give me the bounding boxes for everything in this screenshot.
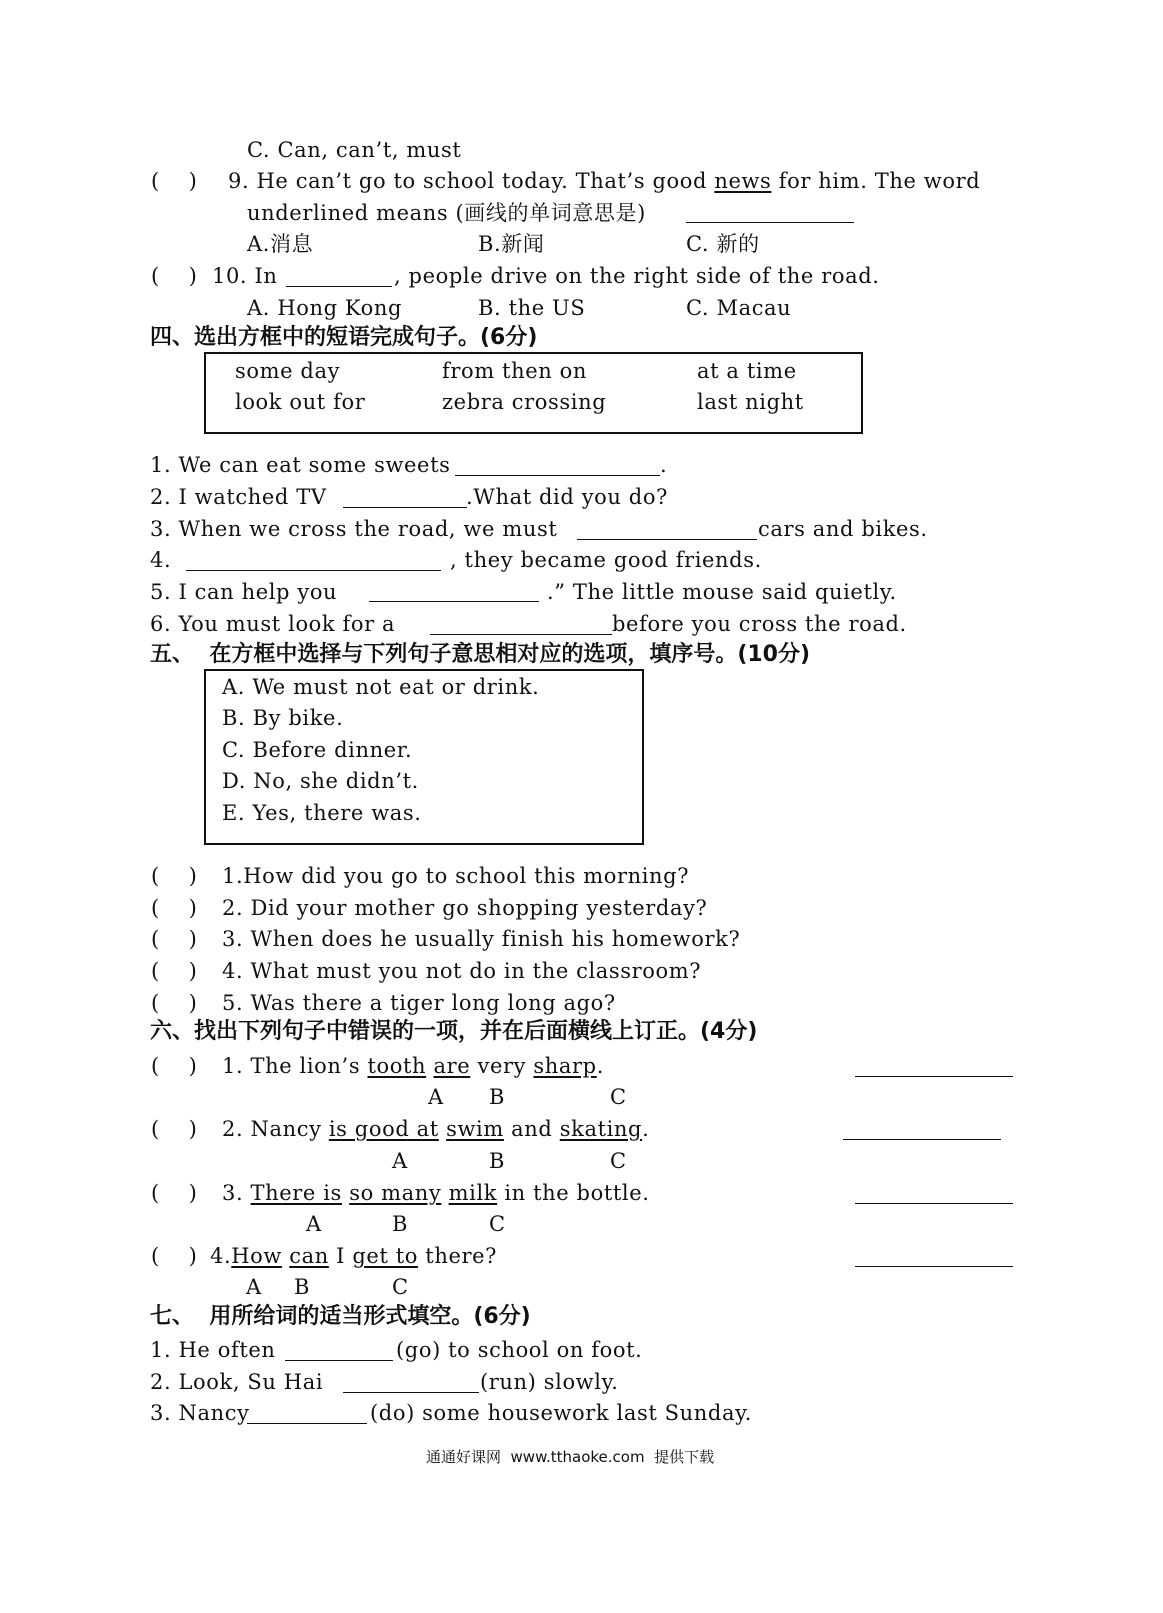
s4-sentence-6: 6. You must look for a	[150, 612, 396, 636]
answer-option: C. Before dinner.	[222, 738, 413, 762]
s7-sentence-3-end: (do) some housework last Sunday.	[370, 1401, 753, 1425]
section7-title: 七、 用所给词的适当形式填空。(6分)	[150, 1304, 531, 1329]
s7-sentence-2-end: (run) slowly.	[480, 1370, 619, 1394]
s6-q4: 4.How can I get to there?	[210, 1244, 497, 1268]
s4-sentence-5: 5. I can help you	[150, 580, 338, 604]
s4-sentence-4: 4.	[150, 548, 172, 572]
q10-blank[interactable]	[286, 286, 392, 287]
q9-answer-blank[interactable]	[686, 222, 854, 223]
q9-option-c: C. 新的	[686, 232, 760, 256]
phrase-item: some day	[235, 359, 341, 383]
s5-answer-paren[interactable]: ( )	[151, 991, 198, 1015]
s7-sentence-2: 2. Look, Su Hai	[150, 1370, 324, 1394]
s7-blank-3[interactable]	[247, 1423, 367, 1424]
option-letter: B	[489, 1149, 506, 1173]
s5-question: 3. When does he usually finish his homework?	[222, 927, 741, 951]
s4-blank-4[interactable]	[186, 570, 441, 571]
answer-option: B. By bike.	[222, 706, 344, 730]
q10-option-c: C. Macau	[686, 296, 792, 320]
q9-question: 9. He can’t go to school today. That’s good news for him. The word	[228, 169, 981, 193]
s7-sentence-1-end: (go) to school on foot.	[396, 1338, 643, 1362]
option-letter: B	[392, 1212, 409, 1236]
s6-answer-paren[interactable]: ( )	[151, 1117, 198, 1141]
option-letter: C	[489, 1212, 506, 1236]
q10-after: , people drive on the right side of the road.	[394, 264, 880, 288]
s7-blank-2[interactable]	[343, 1392, 479, 1393]
s4-blank-5[interactable]	[369, 601, 539, 602]
s6-answer-paren[interactable]: ( )	[151, 1181, 198, 1205]
s6-correction-blank[interactable]	[855, 1203, 1013, 1204]
s7-sentence-3: 3. Nancy	[150, 1401, 250, 1425]
answer-option: E. Yes, there was.	[222, 801, 422, 825]
s5-question: 2. Did your mother go shopping yesterday?	[222, 896, 708, 920]
phrase-item: from then on	[442, 359, 588, 383]
q10-answer-paren[interactable]: ( )	[151, 264, 198, 288]
s5-answer-paren[interactable]: ( )	[151, 864, 198, 888]
q9-answer-paren[interactable]: ( )	[151, 169, 198, 193]
s4-sentence-1-end: .	[660, 453, 668, 477]
s4-sentence-4-end: , they became good friends.	[450, 548, 762, 572]
option-letter: C	[610, 1085, 627, 1109]
option-letter: B	[489, 1085, 506, 1109]
option-letter: A	[246, 1275, 262, 1299]
phrase-item: zebra crossing	[442, 390, 607, 414]
section4-title: 四、选出方框中的短语完成句子。(6分)	[150, 325, 538, 350]
s4-sentence-3-end: cars and bikes.	[758, 517, 928, 541]
s6-q1: 1. The lion’s tooth are very sharp.	[222, 1054, 605, 1078]
q10-option-b: B. the US	[478, 296, 586, 320]
s4-blank-6[interactable]	[430, 634, 612, 635]
option-letter: A	[392, 1149, 408, 1173]
phrase-item: at a time	[697, 359, 797, 383]
section5-title: 五、 在方框中选择与下列句子意思相对应的选项，填序号。(10分)	[150, 642, 811, 667]
q9-underlined-word: news	[714, 169, 772, 193]
s4-blank-3[interactable]	[577, 539, 757, 540]
s4-sentence-3: 3. When we cross the road, we must	[150, 517, 558, 541]
section6-title: 六、找出下列句子中错误的一项，并在后面横线上订正。(4分)	[150, 1019, 758, 1044]
phrase-item: look out for	[235, 390, 366, 414]
s4-sentence-1: 1. We can eat some sweets	[150, 453, 451, 477]
s4-sentence-2-end: .What did you do?	[466, 485, 668, 509]
s5-question: 1.How did you go to school this morning?	[222, 864, 690, 888]
s4-sentence-5-end: .” The little mouse said quietly.	[547, 580, 897, 604]
s5-answer-paren[interactable]: ( )	[151, 927, 198, 951]
q10-option-a: A. Hong Kong	[247, 296, 403, 320]
s4-blank-1[interactable]	[455, 475, 660, 476]
s6-answer-paren[interactable]: ( )	[151, 1244, 198, 1268]
s6-q3: 3. There is so many milk in the bottle.	[222, 1181, 650, 1205]
s4-blank-2[interactable]	[343, 507, 467, 508]
phrase-item: last night	[697, 390, 804, 414]
q9-line2: underlined means (画线的单词意思是)	[247, 201, 646, 225]
s6-q2: 2. Nancy is good at swim and skating.	[222, 1117, 650, 1141]
s6-answer-paren[interactable]: ( )	[151, 1054, 198, 1078]
option-letter: A	[428, 1085, 444, 1109]
option-letter: B	[294, 1275, 311, 1299]
q9-option-a: A.消息	[247, 232, 314, 256]
s5-question: 5. Was there a tiger long long ago?	[222, 991, 616, 1015]
s6-correction-blank[interactable]	[855, 1076, 1013, 1077]
s5-question: 4. What must you not do in the classroom?	[222, 959, 702, 983]
option-letter: A	[306, 1212, 322, 1236]
s4-sentence-2: 2. I watched TV	[150, 485, 327, 509]
s7-blank-1[interactable]	[285, 1360, 393, 1361]
s4-sentence-6-end: before you cross the road.	[612, 612, 907, 636]
s7-sentence-1: 1. He often	[150, 1338, 276, 1362]
option-letter: C	[392, 1275, 409, 1299]
footer-credit: 通通好课网 www.tthaoke.com 提供下载	[426, 1448, 715, 1466]
s5-answer-paren[interactable]: ( )	[151, 896, 198, 920]
option-letter: C	[610, 1149, 627, 1173]
q10-before: 10. In	[212, 264, 278, 288]
s6-correction-blank[interactable]	[855, 1266, 1013, 1267]
s5-answer-paren[interactable]: ( )	[151, 959, 198, 983]
q9-option-b: B.新闻	[478, 232, 545, 256]
answer-option: D. No, she didn’t.	[222, 769, 419, 793]
answer-option: A. We must not eat or drink.	[222, 675, 540, 699]
q8-option-c: C. Can, can’t, must	[247, 138, 462, 162]
s6-correction-blank[interactable]	[843, 1139, 1001, 1140]
